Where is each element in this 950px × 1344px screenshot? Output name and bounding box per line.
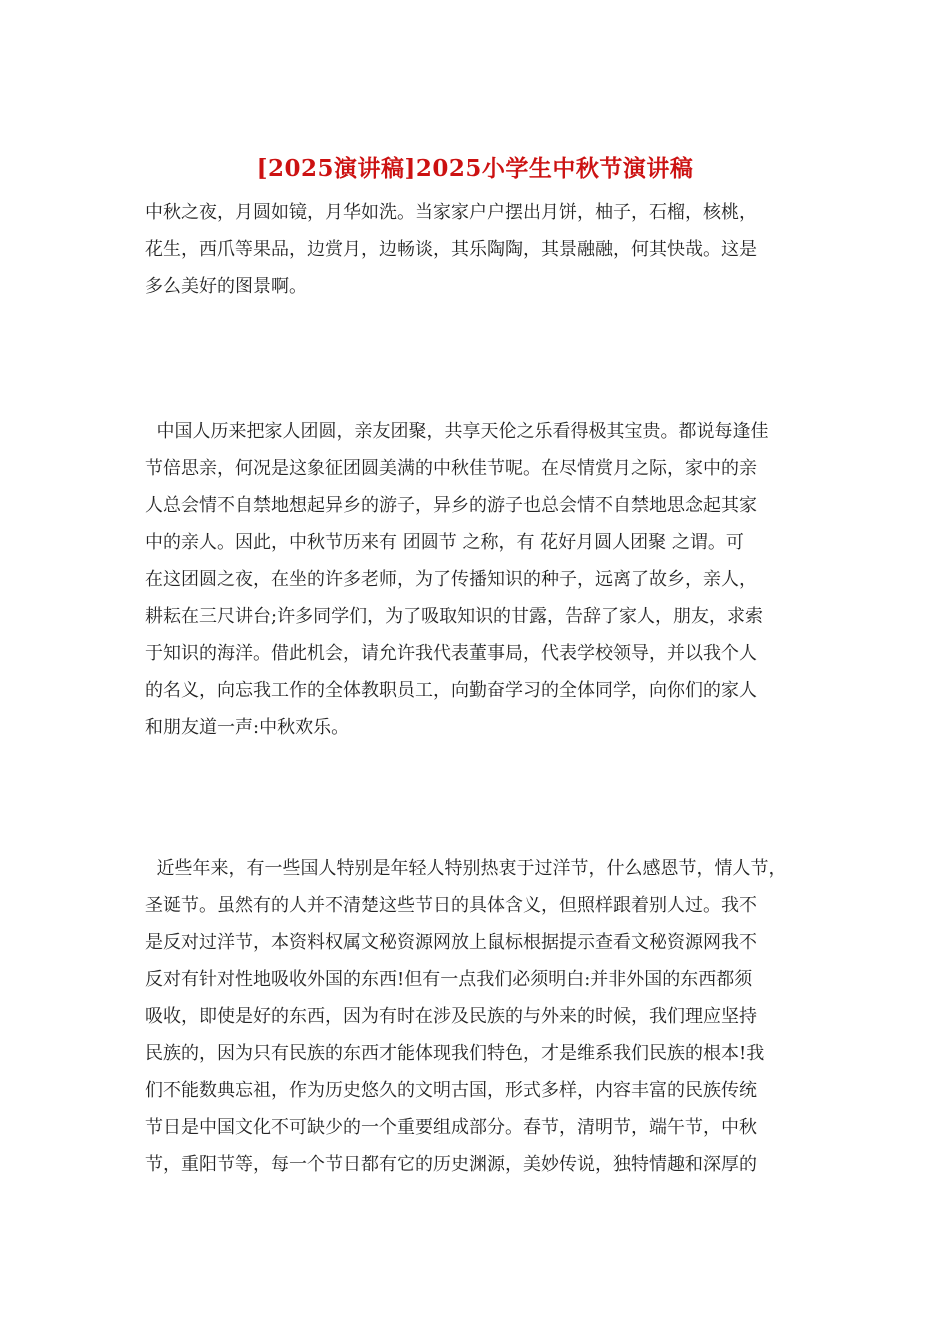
- text-line: 是反对过洋节，本资料权属文秘资源网放上鼠标根据提示查看文秘资源网我不: [145, 932, 757, 953]
- text-line: 耕耘在三尺讲台;许多同学们，为了吸取知识的甘露，告辞了家人，朋友，求索: [145, 606, 764, 627]
- text-line: 吸收，即使是好的东西，因为有时在涉及民族的与外来的时候，我们理应坚持: [145, 1006, 757, 1027]
- text-line: 近些年来，有一些国人特别是年轻人特别热衷于过洋节，什么感恩节，情人节，: [145, 858, 787, 879]
- text-line: 圣诞节。虽然有的人并不清楚这些节日的具体含义，但照样跟着别人过。我不: [145, 895, 757, 916]
- text-line: 和朋友道一声:中秋欢乐。: [145, 717, 350, 738]
- paragraph-3: [145, 850, 835, 1183]
- text-line: 反对有针对性地吸收外国的东西!但有一点我们必须明白:并非外国的东西都须: [145, 969, 753, 990]
- text-line: 于知识的海洋。借此机会，请允许我代表董事局，代表学校领导，并以我个人: [145, 643, 757, 664]
- text-line: 中国人历来把家人团圆，亲友团聚，共享天伦之乐看得极其宝贵。都说每逢佳: [145, 421, 769, 442]
- text-line: 们不能数典忘祖，作为历史悠久的文明古国，形式多样，内容丰富的民族传统: [145, 1080, 757, 1101]
- text-line: 中的亲人。因此，中秋节历来有 团圆节 之称，有 花好月圆人团聚 之谓。可: [145, 532, 744, 553]
- text-line: 节日是中国文化不可缺少的一个重要组成部分。春节，清明节，端午节，中秋: [145, 1117, 757, 1138]
- paragraph-1: [145, 194, 835, 305]
- text-line: 花生，西爪等果品，边赏月，边畅谈，其乐陶陶，其景融融，何其快哉。这是: [145, 239, 757, 260]
- text-line: 的名义，向忘我工作的全体教职员工，向勤奋学习的全体同学，向你们的家人: [145, 680, 757, 701]
- text-line: 人总会情不自禁地想起异乡的游子，异乡的游子也总会情不自禁地思念起其家: [145, 495, 757, 516]
- text-line: 节，重阳节等，每一个节日都有它的历史渊源，美妙传说，独特情趣和深厚的: [145, 1154, 757, 1175]
- text-line: 民族的，因为只有民族的东西才能体现我们特色，才是维系我们民族的根本!我: [145, 1043, 765, 1064]
- text-line: 节倍思亲，何况是这象征团圆美满的中秋佳节呢。在尽情赏月之际，家中的亲: [145, 458, 757, 479]
- document-title: [2025演讲稿]2025小学生中秋节演讲稿: [256, 155, 694, 182]
- text-line: 中秋之夜，月圆如镜，月华如洗。当家家户户摆出月饼，柚子，石榴，核桃，: [145, 202, 757, 223]
- text-line: 多么美好的图景啊。: [145, 276, 307, 297]
- paragraph-2: [145, 413, 835, 746]
- text-line: 在这团圆之夜，在坐的许多老师，为了传播知识的种子，远离了故乡，亲人，: [145, 569, 757, 590]
